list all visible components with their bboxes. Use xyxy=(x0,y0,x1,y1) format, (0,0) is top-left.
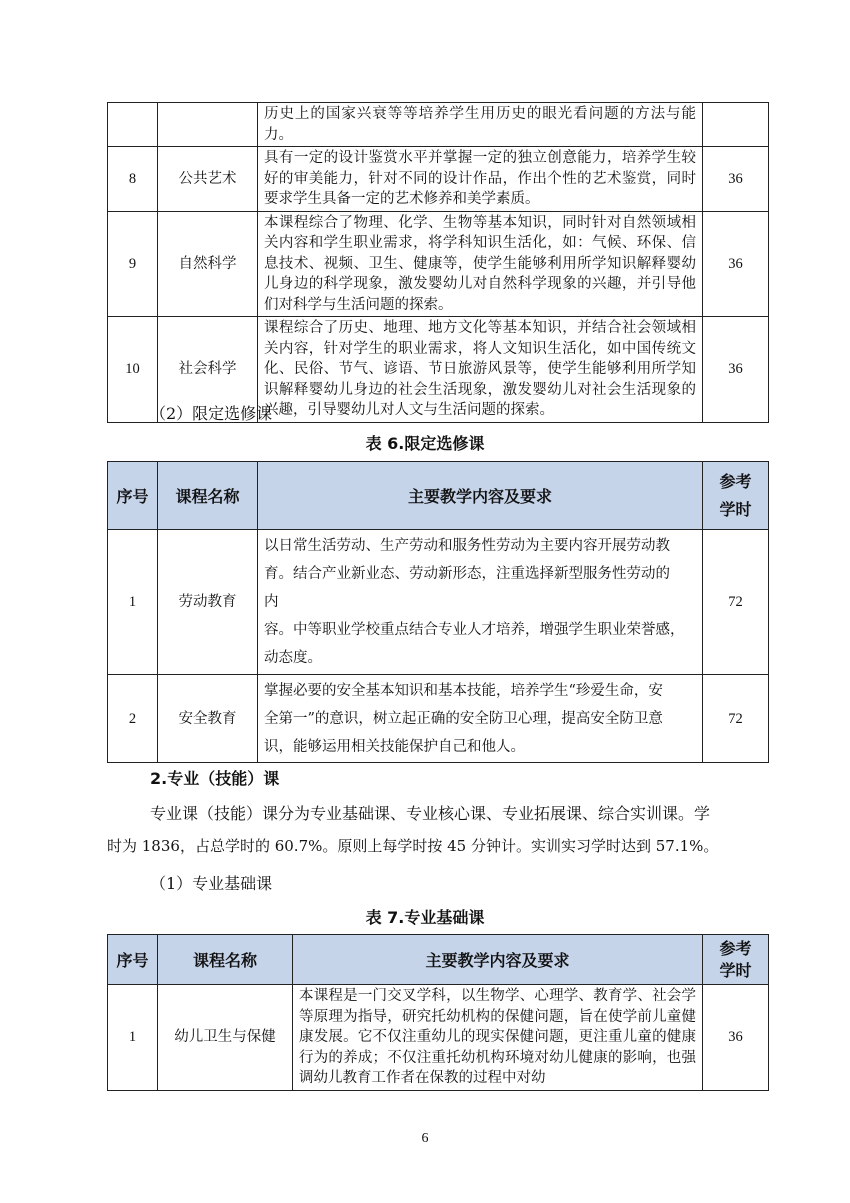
course-hours: 36 xyxy=(703,317,769,423)
course-hours: 36 xyxy=(703,147,769,212)
content-line: 容。中等职业学校重点结合专业人才培养，增强学生职业荣誉感， xyxy=(264,622,685,638)
header-course-name: 课程名称 xyxy=(158,935,293,985)
page-number: 6 xyxy=(421,1131,429,1146)
content-line: 育。结合产业新业态、劳动新形态，注重选择新型服务性劳动的 xyxy=(264,566,670,582)
row-number: 8 xyxy=(108,147,158,212)
content-line: 内 xyxy=(264,594,279,610)
header-content: 主要教学内容及要求 xyxy=(258,462,703,530)
course-name: 社会科学 xyxy=(158,317,258,423)
elective-courses-table xyxy=(107,461,769,763)
content-line: 全第一”的意识，树立起正确的安全防卫心理，提高安全防卫意 xyxy=(264,710,663,727)
course-content xyxy=(258,675,703,763)
table-header-row xyxy=(108,462,769,530)
header-course-name: 课程名称 xyxy=(158,462,258,530)
course-content xyxy=(258,530,703,675)
table-row xyxy=(108,985,769,1091)
course-name: 幼儿卫生与保健 xyxy=(158,985,293,1091)
row-number: 2 xyxy=(108,675,158,763)
content-line: 以日常生活劳动、生产劳动和服务性劳动为主要内容开展劳动教 xyxy=(264,538,670,554)
basic-courses-table xyxy=(107,934,769,1091)
table-header-row xyxy=(108,935,769,985)
header-content: 主要教学内容及要求 xyxy=(293,935,703,985)
paragraph-line: 专业课（技能）课分为专业基础课、专业核心课、专业拓展课、综合实训课。学 xyxy=(150,804,711,823)
section-elective-heading: （2）限定选修课 xyxy=(150,404,273,423)
paragraph-line: 时为 1836，占总学时的 60.7%。原则上每学时按 45 分钟计。实训实习学时达到 57.1%。 xyxy=(107,837,719,855)
section-major-heading: 2.专业（技能）课 xyxy=(150,769,280,788)
content-line: 动态度。 xyxy=(264,650,322,666)
table-row xyxy=(108,103,769,147)
table-row xyxy=(108,147,769,212)
course-content: 历史上的国家兴衰等等培养学生用历史的眼光看问题的方法与能力。 xyxy=(258,103,703,147)
course-name: 劳动教育 xyxy=(158,530,258,675)
course-content: 具有一定的设计鉴赏水平并掌握一定的独立创意能力，培养学生较好的审美能力，针对不同的设计作品，作出个性的艺术鉴赏，同时要求学生具备一定的艺术修养和美学素质。 xyxy=(258,147,703,212)
table-row xyxy=(108,675,769,763)
table-row xyxy=(108,530,769,675)
section-basic-heading: （1）专业基础课 xyxy=(150,874,273,893)
course-hours: 72 xyxy=(703,675,769,763)
course-hours xyxy=(703,103,769,147)
course-name xyxy=(158,103,258,147)
course-name: 公共艺术 xyxy=(158,147,258,212)
table6-caption: 表 6.限定选修课 xyxy=(365,434,485,453)
header-hours-line1: 参考 xyxy=(719,938,752,958)
header-number: 序号 xyxy=(108,935,158,985)
course-content: 课程综合了历史、地理、地方文化等基本知识，并结合社会领域相关内容，针对学生的职业需求，将人文知识生活化，如中国传统文化、民俗、节气、谚语、节日旅游风景等，使学生能够利用所学知识解释婴幼儿身边的社会生活现象，激发婴幼儿对社会生活现象的兴趣，引导婴幼儿对人文与生活问题的探索。 xyxy=(258,317,703,423)
header-hours-line1: 参考 xyxy=(719,471,752,491)
course-hours: 72 xyxy=(703,530,769,675)
row-number: 1 xyxy=(108,985,158,1091)
content-line: 掌握必要的安全基本知识和基本技能，培养学生“珍爱生命，安 xyxy=(264,682,663,699)
header-hours xyxy=(703,462,769,530)
course-content: 本课程是一门交叉学科，以生物学、心理学、教育学、社会学等原理为指导，研究托幼机构的保健问题，旨在使学前儿童健康发展。它不仅注重幼儿的现实保健问题，更注重儿童的健康行为的养成；不仅注重托幼机构环境对幼儿健康的影响，也强调幼儿教育工作者在保教的过程中对幼 xyxy=(293,985,703,1091)
row-number: 10 xyxy=(108,317,158,423)
course-hours: 36 xyxy=(703,985,769,1091)
table7-caption: 表 7.专业基础课 xyxy=(365,908,485,927)
content-line: 识，能够运用相关技能保护自己和他人。 xyxy=(264,738,525,755)
header-hours-line2: 学时 xyxy=(719,499,752,519)
row-number: 1 xyxy=(108,530,158,675)
header-hours-line2: 学时 xyxy=(719,960,752,980)
row-number: 9 xyxy=(108,211,158,317)
row-number xyxy=(108,103,158,147)
header-number: 序号 xyxy=(108,462,158,530)
general-courses-table xyxy=(107,102,769,423)
course-name: 自然科学 xyxy=(158,211,258,317)
course-name: 安全教育 xyxy=(158,675,258,763)
header-hours xyxy=(703,935,769,985)
table-row xyxy=(108,211,769,317)
course-hours: 36 xyxy=(703,211,769,317)
course-content: 本课程综合了物理、化学、生物等基本知识，同时针对自然领域相关内容和学生职业需求，将学科知识生活化，如：气候、环保、信息技术、视频、卫生、健康等，使学生能够利用所学知识解释婴幼儿身边的科学现象，激发婴幼儿对自然科学现象的兴趣，并引导他们对科学与生活问题的探索。 xyxy=(258,211,703,317)
